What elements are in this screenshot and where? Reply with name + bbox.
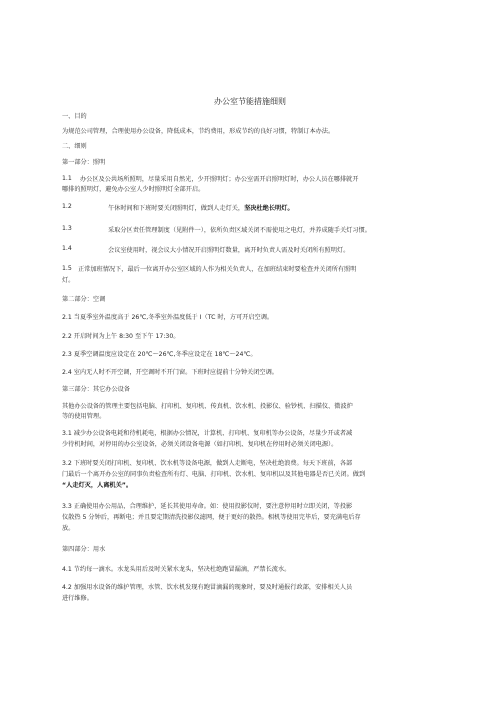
item-text-part: 午休时间和下班时要关闭照明灯，做到人走灯关，	[108, 205, 245, 212]
section-heading-rules: 二、细则	[62, 143, 87, 150]
item-text: 会议室使用时，视会议大小情况开启照明灯数量，离开时负责人需及时关闭所有照明灯。	[108, 247, 350, 254]
emphasis-text: “人走灯灭，人离机关”。	[62, 482, 133, 489]
item-text: 采取分区责任管理制度（见附件一），依所负责区域关闭不需使用之电灯，并养成随手关灯习惯。	[108, 227, 371, 234]
emphasis-text: 坚决杜绝长明灯。	[244, 205, 294, 212]
item-number: 1.2	[62, 203, 72, 210]
item-text: 2.1 当夏季室外温度高于 26℃,冬季室外温度低于 I（TC 时，方可开启空调。	[62, 314, 274, 321]
item-text: 门最后一个离开办公室的同事负责检查所有灯、电脑、打印机、饮水机、复印机以及其他电器是否已关闭。做到	[62, 471, 366, 478]
section-heading-purpose: 一、目的	[62, 113, 87, 120]
item-text	[108, 203, 294, 212]
part-heading-aircon: 第二部分：空调	[62, 296, 106, 303]
purpose-text: 为规范公司管理，合理使用办公设备，降低成本，节约费用，形成节约的良好习惯，特制订本办法。	[62, 128, 335, 135]
item-number: 1.1	[62, 175, 72, 182]
item-text: 哪排的照明灯，避免办公室人少时照明灯全部开启。	[62, 186, 205, 193]
item-text: 3.2 下班时要关闭打印机、复印机、饮水机等设备电源，做到人走断电，坚决杜绝浪费。每天下班前，各部	[62, 460, 353, 467]
item-number: 1.3	[62, 225, 72, 232]
item-text: 2.3 夏季空调温度应设定在 20℃～26℃,冬季应设定在 18℃～24℃。	[62, 351, 257, 358]
item-text: 3.3 正确使用办公用品，合理维护，延长其使用寿命。如：使用投影仪时，要注意停用时立即关闭，等投影	[62, 503, 353, 510]
item-text: 灯。	[62, 277, 75, 284]
item-text: 2.4 室内无人时不开空调，开空调时不开门窗。下班时应提前十分钟关闭空调。	[62, 369, 278, 376]
item-text: 其他办公设备的管理主要包括电脑、打印机、复印机、传真机、饮水机、投影仪、验钞机、扫描仪、微波炉	[62, 403, 353, 410]
item-text: 2.2 开启时间为上午 8:30 至下午 17:30。	[62, 333, 180, 340]
item-text: 进行维修。	[62, 595, 93, 602]
part-heading-water: 第四部分：用水	[62, 546, 106, 553]
page-title: 办公室节能措施细则	[214, 97, 286, 106]
item-text: 少待机时间，对停用的办公室设备，必须关闭设备电源（如打印机、复印机在停用时必须关闭电源）。	[62, 441, 338, 448]
item-text: 办公区及公共场所照明，尽量采用自然光，少开照明灯；办公室需开启照明灯时，办公人员在哪排就开	[80, 176, 359, 183]
part-heading-lighting: 第一部分：照明	[62, 159, 106, 166]
item-number: 1.4	[62, 245, 72, 252]
item-text: 放。	[62, 525, 75, 532]
item-number: 1.5	[62, 265, 72, 272]
item-text: 正常加班情况下，最后一位离开办公室区域的人作为相关负责人，在加班结束时要检查并关闭所有照明	[78, 266, 357, 273]
item-text: 4.1 节约每一滴水。水龙头用后及时关紧水龙头，坚决杜绝跑冒漏滴，严禁长流水。	[62, 566, 291, 573]
item-text: 3.1 减少办公设备电耗和待机耗电，根据办公情况，计算机、打印机、复印机等办公设备，尽量少开或者减	[62, 430, 353, 437]
item-text: 等的使用管理。	[62, 413, 106, 420]
part-heading-equipment: 第三部分：其它办公设备	[62, 386, 131, 393]
item-text: 仪散热 5 分钟后，再断电；并且要定期清洗投影仪滤网，便于更好的散热。相机等使用完毕后，要充满电后存	[62, 514, 361, 521]
item-text: 4.2 加强用水设备的维护管理，水管、饮水机发现有跑冒滴漏的现象时，要及时通报行政部，安排相关人员	[62, 584, 353, 591]
